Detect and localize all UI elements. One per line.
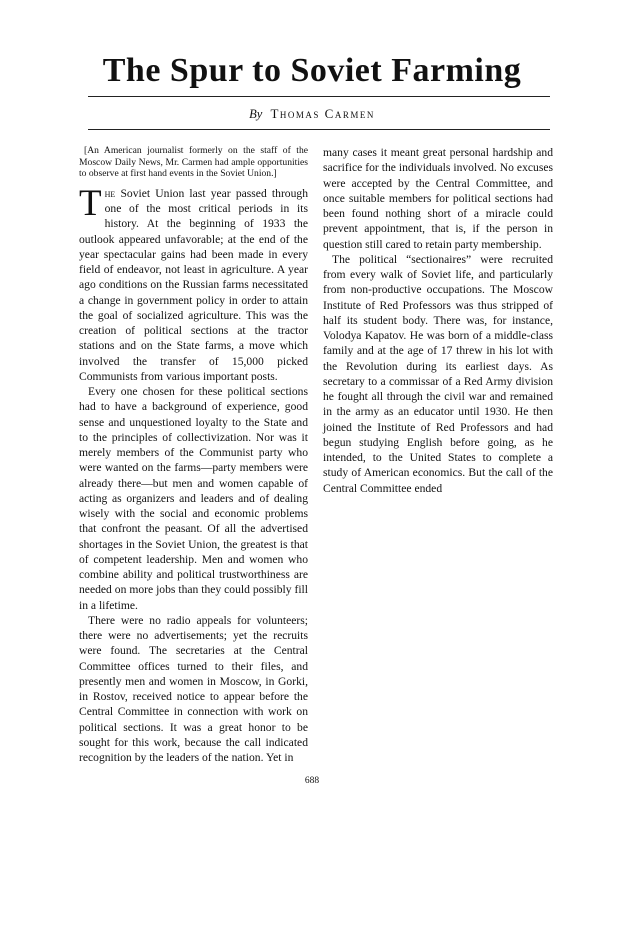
right-column [323, 145, 553, 496]
paragraph-1-text: Soviet Union last year passed through one of the most critical periods in its history. At the beginning of 1933 the outlook appeared unfavorable; at the end of the year spectacular gains had been made in every field of endeavor, not least in agriculture. A year ago conditions on the Russian farms necessitated a change in government policy in order to attain the goal of socialized agriculture. This was the creation of political sections at the tractor stations and on the State farms, a move which involved the transfer of 15,000 picked Communists from various important posts. [79, 186, 308, 383]
paragraph-1 [79, 182, 308, 384]
first-word-rest: he [104, 186, 116, 200]
paragraph-2: Every one chosen for these political sections had to have a background of experience, good sense and unquestioned loyalty to the State and to the principles of collectivization. Nor was it merely members of the Communist party who were wanted on the farms—party members were already there—but men and women capable of acting as organizers and leaders and of dealing wisely with the social and economic problems that confront the peasant. Of all the advertised shortages in the Soviet Union, the greatest is that of competent leadership. Men and women who combine ability and political trustworthiness are needed on more jobs than they could possibly fill in a lifetime. [79, 385, 308, 612]
drop-cap: T [79, 182, 102, 224]
left-column [79, 145, 308, 765]
editor-note: [An American journalist formerly on the staff of the Moscow Daily News, Mr. Carmen had ample opportunities to observe at first hand events in the Soviet Union.] [79, 145, 308, 180]
byline [0, 106, 624, 122]
byline-rule [88, 129, 550, 130]
author-name: Thomas Carmen [270, 106, 375, 121]
paragraph-4: The political “sectionaires” were recruited from every walk of Soviet life, and particularly from non-productive occupations. The Moscow Institute of Red Professors was thus stripped of half its student body. There was, for instance, Volodya Kapatov. He was born of a middle-class family and at the age of 17 threw in his lot with the Revolution during its earliest days. As secretary to a commissar of a Red Army division he fought all through the civil war and remained in the army as an educator until 1930. He then joined the Institute of Red Professors and had begun studying English before going, as he intended, to the United States to complete a study of American economics. But the call of the Central Committee ended [323, 252, 553, 495]
title-rule [88, 96, 550, 97]
paragraph-3-continued: many cases it meant great personal hardship and sacrifice for the individuals involved. No excuses were accepted by the Central Committee, and once suitable members for political sections had been found nothing short of a miracle could prevent appointment, that is, if the person in question still cared to retain party membership. [323, 146, 553, 251]
page-number: 688 [304, 776, 320, 786]
paragraph-3: There were no radio appeals for volunteers; there were no advertisements; yet the recruits were found. The secretaries at the Central Committee offices turned to their files, and presently men and women in Moscow, in Gorki, in Rostov, received notice to appear before the Central Committee in connection with work on political sections. It was a great honor to be sought for this work, because the call indicated recognition by the leaders of the nation. Yet in [79, 613, 308, 765]
article-title: The Spur to Soviet Farming [102, 52, 522, 89]
byline-prefix: By [249, 107, 263, 121]
